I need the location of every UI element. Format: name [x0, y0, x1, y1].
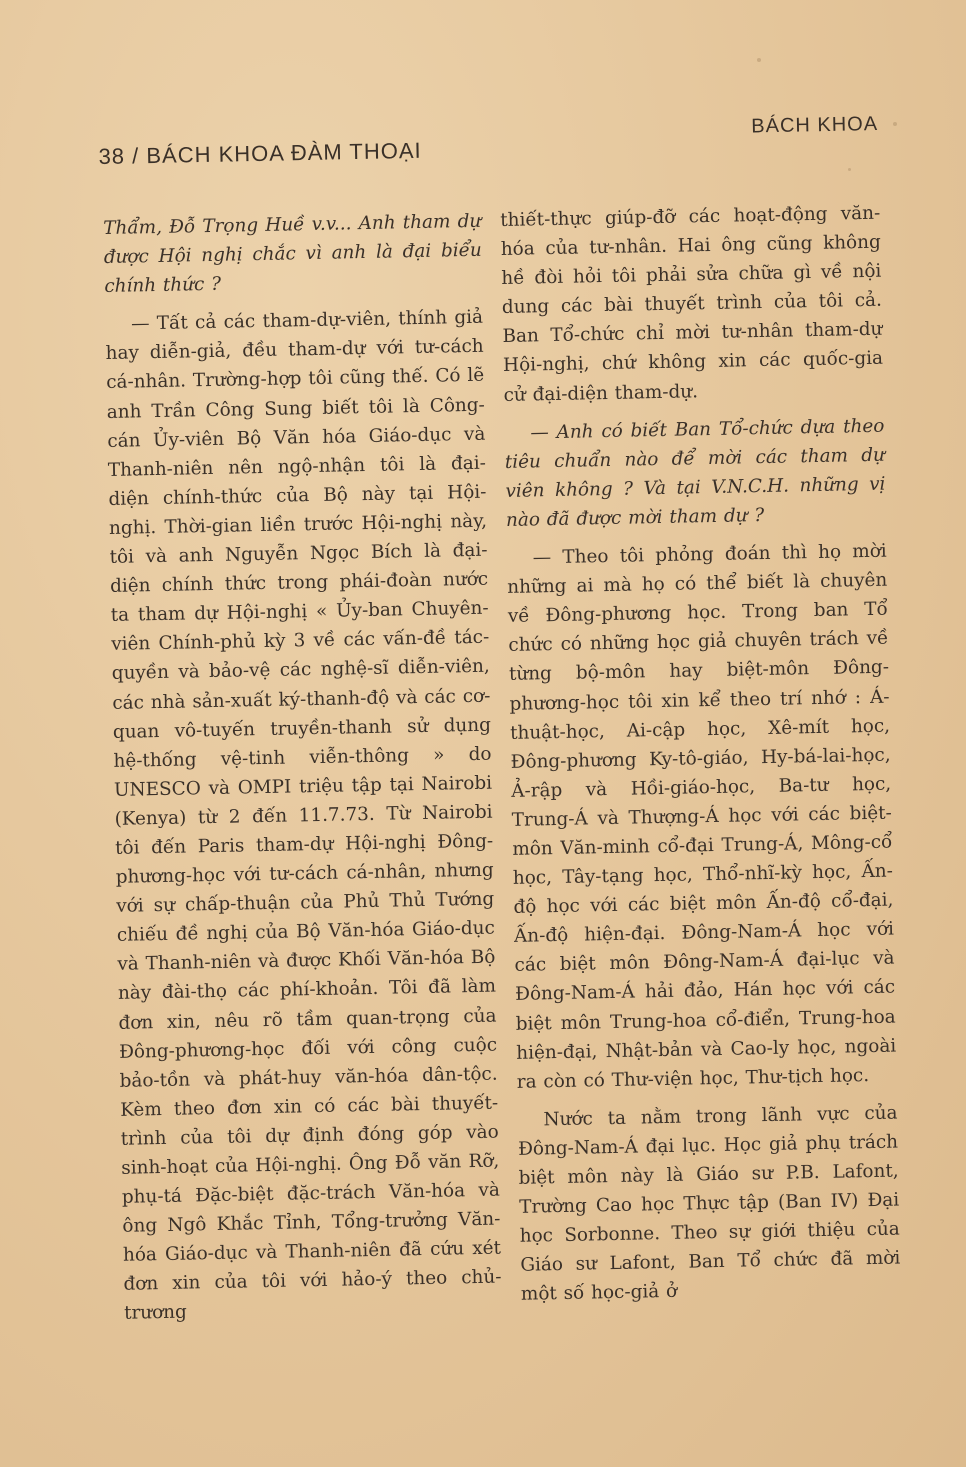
right-column	[500, 199, 901, 1319]
paper-speck	[893, 122, 897, 126]
paper-speck	[757, 58, 761, 62]
interview-question: — Anh có biết Ban Tổ-chức dựa theo tiêu chuẩn nào để mời các tham dự viên không ? Và tại V.N.C.H. những vị nào đã được mời tham dự ?	[504, 415, 886, 531]
paragraph: Nước ta nằm trong lãnh vực của Đông-Nam-Á đại lục. Học giả phụ trách biệt môn này là Giáo sư P.B. Lafont, Trường Cao học Thực tập (Ban IV) Đại học Sorbonne. Theo sự giới thiệu của Giáo sư Lafont, Ban Tổ chức đã mời một số học-giả ở	[517, 1102, 901, 1306]
interview-question: Thẩm, Đỗ Trọng Huề v.v... Anh tham dự được Hội nghị chắc vì anh là đại biểu chính thức ?	[103, 210, 482, 298]
running-header	[98, 113, 879, 188]
interview-answer: — Theo tôi phỏng đoán thì họ mời những ai mà họ có thể biết là chuyên về Đông-phương học. Trong ban Tổ chức có những học giả chuyên trách về từng bộ-môn hay biệt-môn Đông-phương-học tôi xin kể theo trí nhớ : Á-thuật-học, Ai-cập học, Xê-mít học, Đông-phương Ky-tô-giáo, Hy-bá-lai-học, Ả-rập và Hồi-giáo-học, Ba-tư học, Trung-Á và Thượng-Á học với các biệt-môn Văn-minh cổ-đại Trung-Á, Mông-cổ học, Tây-tạng học, Thổ-nhĩ-kỳ học, Ấn-độ học với các biệt môn Ấn-độ cổ-đại, Ấn-độ hiện-đại. Đông-Nam-Á học với các biệt môn Đông-Nam-Á đại-lục và Đông-Nam-Á hải đảo, Hán học với các biệt môn Trung-hoa cổ-điển, Trung-hoa hiện-đại, Nhật-bản và Cao-ly học, ngoài ra còn có Thư-viện học, Thư-tịch học.	[507, 540, 897, 1093]
page-number-and-title: 38 / BÁCH KHOA ĐÀM THOẠI	[98, 137, 422, 169]
paper-speck	[848, 168, 851, 171]
interview-answer: — Tất cả các tham-dự-viên, thính giả hay diễn-giả, đều tham-dự với tư-cách cá-nhân. Trường-hợp tôi cũng thế. Có lẽ anh Trần Công Sung biết tôi là Công-cán Ủy-viên Bộ Văn hóa Giáo-dục và Thanh-niên nên ngộ-nhận tôi là đại-diện chính-thức của Bộ này tại Hội-nghị. Thời-gian liền trước Hội-nghị này, tôi và anh Nguyễn Ngọc Bích là đại-diện chính thức trong phái-đoàn nước ta tham dự Hội-nghị « Ủy-ban Chuyên-viên Chính-phủ kỳ 3 về các vấn-đề tác-quyền và bảo-vệ các nghệ-sĩ diễn-viên, các nhà sản-xuất ký-thanh-độ và các cơ-quan vô-tuyến truyền-thanh sử dụng hệ-thống vệ-tinh viễn-thông » do UNESCO và OMPI triệu tập tại Nairobi (Kenya) từ 2 đến 11.7.73. Từ Nairobi tôi đến Paris tham-dự Hội-nghị Đông-phương-học với tư-cách cá-nhân, nhưng với sự chấp-thuận của Phủ Thủ Tướng chiếu đề nghị của Bộ Văn-hóa Giáo-dục và Thanh-niên và được Khối Văn-hóa Bộ này đài-thọ các phí-khoản. Tôi đã làm đơn xin, nêu rõ tầm quan-trọng của Đông-phương-học đối với công cuộc bảo-tồn và phát-huy văn-hóa dân-tộc. Kèm theo đơn xin có các bài thuyết-trình của tôi dự định đóng góp vào sinh-hoạt của Hội-nghị. Ông Đỗ văn Rỡ, phụ-tá Đặc-biệt đặc-trách Văn-hóa và ông Ngô Khắc Tỉnh, Tổng-trưởng Văn-hóa Giáo-dục và Thanh-niên đã cứu xét đơn xin của tôi với hảo-ý theo chủ-trương	[105, 307, 502, 1325]
magazine-title: BÁCH KHOA	[751, 113, 879, 138]
left-column	[103, 207, 502, 1338]
paragraph: thiết-thực giúp-đỡ các hoạt-động văn-hóa của tư-nhân. Hai ông cũng không hề đòi hỏi tôi phải sửa chữa gì về nội dung các bài thuyết trình của tôi cả. Ban Tổ-chức chỉ mời tư-nhân tham-dự Hội-nghị, chứ không xin các quốc-gia cử đại-diện tham-dự.	[500, 202, 884, 406]
